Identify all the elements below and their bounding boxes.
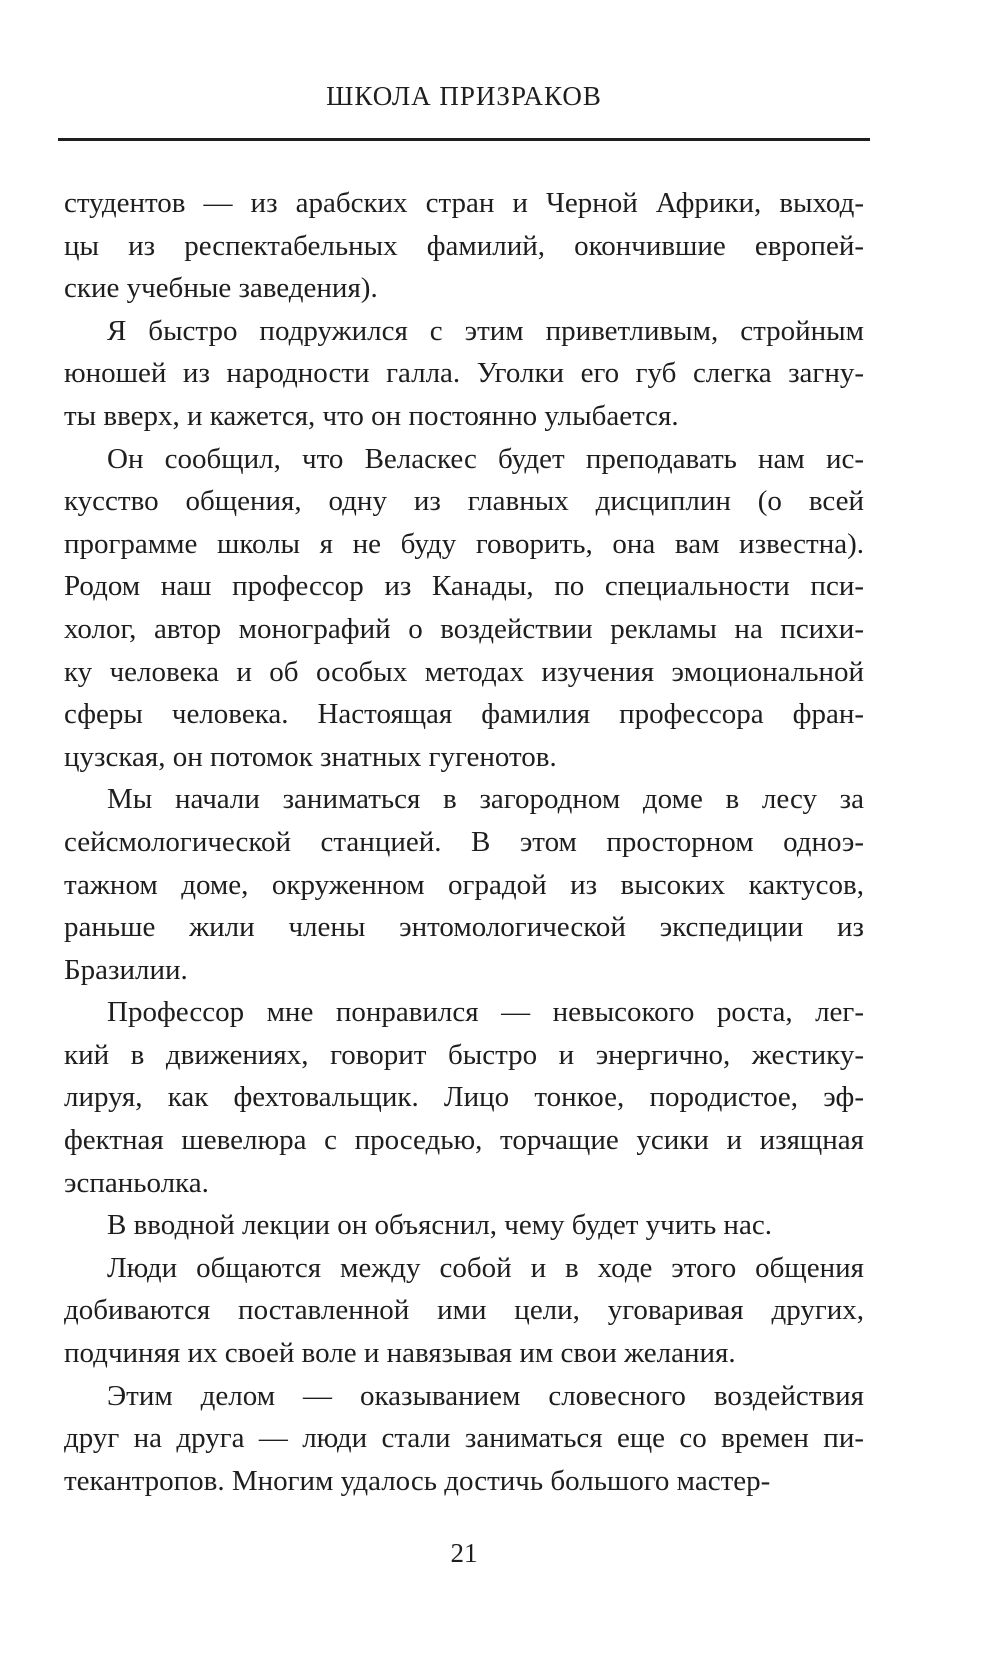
- text-line: Он сообщил, что Веласкес будет преподавать нам ис-: [107, 442, 864, 475]
- text-line: кусство общения, одну из главных дисциплин (о всей: [64, 485, 864, 518]
- text-line: В вводной лекции он объяснил, чему будет учить нас.: [107, 1209, 772, 1242]
- text-line: студентов — из арабских стран и Черной Африки, выход-: [64, 187, 864, 219]
- text-line: ты вверх, и кажется, что он постоянно улыбается.: [64, 399, 679, 432]
- text-line: Люди общаются между собой и в ходе этого общения: [107, 1251, 864, 1284]
- running-title: ШКОЛА ПРИЗРАКОВ: [326, 81, 602, 111]
- page-number: 21: [450, 1538, 478, 1568]
- text-line: цы из респектабельных фамилий, окончившие европей-: [64, 229, 864, 262]
- text-line: друг на друга — люди стали заниматься еще со времен пи-: [64, 1422, 864, 1455]
- text-line: Мы начали заниматься в загородном доме в лесу за: [107, 783, 864, 816]
- paragraph: [64, 1375, 864, 1503]
- text-line: эспаньолка.: [64, 1166, 209, 1199]
- text-line: сферы человека. Настоящая фамилия профессора фран-: [64, 698, 864, 731]
- text-line: раньше жили члены энтомологической экспедиции из: [64, 911, 864, 944]
- text-line: программе школы я не буду говорить, она вам известна).: [64, 527, 864, 560]
- text-line: цузская, он потомок знатных гугенотов.: [64, 740, 557, 773]
- text-line: текантропов. Многим удалось достичь большого мастер-: [64, 1464, 771, 1497]
- text-line: тажном доме, окруженном оградой из высоких кактусов,: [64, 868, 864, 901]
- text-line: Профессор мне понравился — невысокого роста, лег-: [107, 996, 864, 1029]
- paragraph: [64, 1247, 864, 1375]
- header-rule: [58, 138, 870, 141]
- paragraph: [64, 991, 864, 1204]
- text-line: добиваются поставленной ими цели, уговаривая других,: [64, 1294, 864, 1327]
- paragraph: [64, 438, 864, 779]
- text-line: кий в движениях, говорит быстро и энергично, жестику-: [64, 1038, 864, 1071]
- paragraph: [64, 310, 864, 438]
- paragraph: [64, 1204, 864, 1247]
- paragraph: [64, 778, 864, 991]
- text-line: ские учебные заведения).: [64, 272, 378, 305]
- body-text: [64, 182, 864, 1502]
- text-line: сейсмологической станцией. В этом просторном одноэ-: [64, 825, 864, 858]
- text-line: фектная шевелюра с проседью, торчащие усики и изящная: [64, 1124, 864, 1157]
- text-line: юношей из народности галла. Уголки его губ слегка загну-: [64, 357, 864, 390]
- text-line: Родом наш профессор из Канады, по специальности пси-: [64, 570, 864, 603]
- text-line: холог, автор монографий о воздействии рекламы на психи-: [64, 612, 864, 645]
- text-line: лируя, как фехтовальщик. Лицо тонкое, породистое, эф-: [64, 1081, 864, 1114]
- text-line: ку человека и об особых методах изучения эмоциональной: [64, 655, 864, 688]
- text-line: Бразилии.: [64, 953, 188, 986]
- text-line: подчиняя их своей воле и навязывая им свои желания.: [64, 1337, 736, 1370]
- text-line: Этим делом — оказыванием словесного воздействия: [107, 1379, 864, 1412]
- text-line: Я быстро подружился с этим приветливым, стройным: [107, 314, 864, 347]
- paragraph: [64, 182, 864, 310]
